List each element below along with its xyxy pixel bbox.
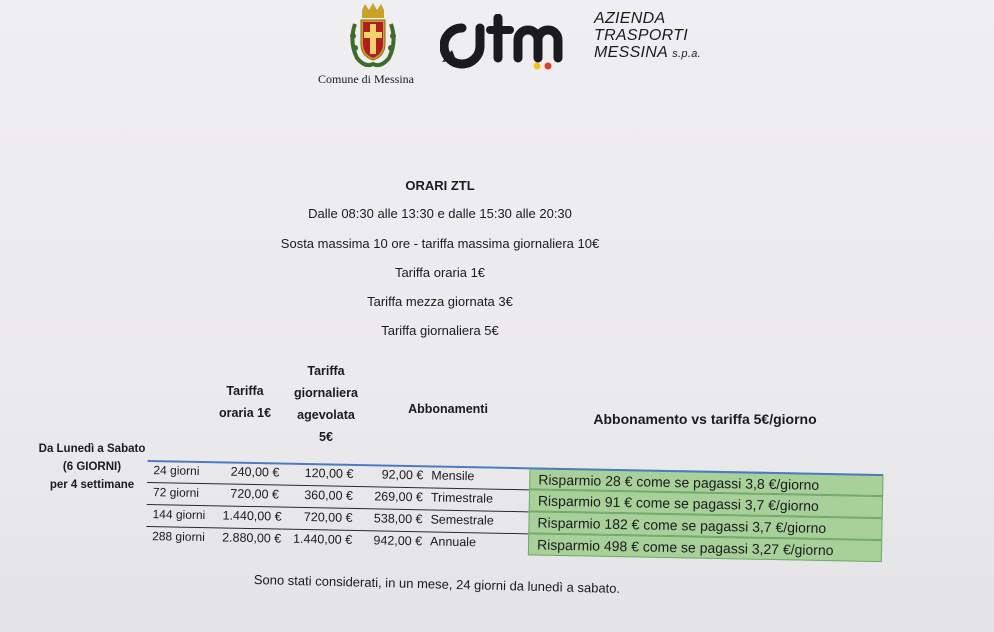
info-line-hours: Dalle 08:30 alle 13:30 e dalle 15:30 alle 20:30 [308, 206, 572, 221]
header-text: 5€ [319, 430, 333, 444]
cell-risparmio: Risparmio 498 € come se pagassi 3,27 €/giorno [528, 533, 882, 562]
cell-abbonamento: 538,00 € [373, 511, 423, 527]
info-line-hourly: Tariffa oraria 1€ [394, 265, 486, 280]
cell-abbonamento: 942,00 € [373, 533, 423, 549]
atm-name-line-3: MESSINA [594, 44, 668, 61]
atm-name-line-1: AZIENDA [594, 10, 666, 27]
cell-abbonamento: 92,00 € [381, 467, 424, 483]
cell-giornaliera: 720,00 € [303, 510, 353, 525]
atm-logo-icon [440, 14, 585, 70]
cell-giornaliera: 1.440,00 € [292, 531, 353, 547]
cell-oraria: 1.440,00 € [222, 508, 282, 524]
cell-oraria: 240,00 € [230, 464, 280, 480]
header-abbonamento-vs-tariffa: Abbonamento vs tariffa 5€/giorno [593, 411, 817, 427]
cell-oraria: 2.880,00 € [222, 530, 282, 546]
cell-abbonamento: 269,00 € [374, 489, 424, 505]
atm-spa: s.p.a. [672, 48, 701, 60]
cell-tipo: Trimestrale [430, 490, 494, 506]
cell-risparmio: Risparmio 182 € come se pagassi 3,7 €/giorno [528, 511, 882, 540]
cell-oraria: 720,00 € [230, 486, 280, 502]
cell-tipo: Mensile [431, 468, 475, 484]
header-tariffa-oraria [215, 380, 275, 424]
header-text: giornaliera [294, 386, 358, 400]
cell-risparmio: Risparmio 28 € come se pagassi 3,8 €/giorno [529, 467, 883, 496]
messina-crest-icon [343, 2, 403, 72]
cell-tipo: Semestrale [430, 512, 494, 528]
cell-risparmio: Risparmio 91 € come se pagassi 3,7 €/giorno [529, 489, 883, 518]
row-label-line: (6 GIORNI) [62, 461, 122, 473]
comune-label: Comune di Messina [318, 72, 414, 86]
row-label-line: Da Lunedì a Sabato [38, 443, 146, 455]
atm-company-name [594, 10, 701, 63]
cell-giornaliera: 120,00 € [304, 466, 354, 481]
atm-name-line-2: TRASPORTI [594, 27, 688, 44]
row-group-label [34, 440, 150, 494]
header-text: oraria 1€ [218, 406, 272, 420]
header-text: Tariffa [307, 364, 345, 378]
tariff-table [145, 440, 888, 594]
cell-tipo: Annuale [429, 534, 477, 550]
cell-days: 24 giorni [153, 463, 200, 478]
row-label-line: per 4 settimane [49, 479, 135, 491]
info-line-max-stay: Sosta massima 10 ore - tariffa massima giornaliera 10€ [280, 236, 600, 251]
info-line-half-day: Tariffa mezza giornata 3€ [367, 294, 513, 309]
header-text: agevolata [297, 408, 355, 422]
cell-giornaliera: 360,00 € [304, 488, 354, 503]
header-tariffa-giornaliera [290, 360, 362, 448]
cell-days: 288 giorni [152, 529, 205, 545]
info-line-daily: Tariffa giornaliera 5€ [381, 323, 499, 338]
header-abbonamenti: Abbonamenti [408, 402, 488, 416]
ztl-title: ORARI ZTL [405, 178, 475, 193]
cell-days: 72 giorni [152, 485, 200, 500]
header-text: Tariffa [226, 384, 264, 398]
cell-days: 144 giorni [152, 507, 206, 523]
footnote: Sono stati considerati, in un mese, 24 giorni da lunedì a sabato. [253, 572, 621, 596]
